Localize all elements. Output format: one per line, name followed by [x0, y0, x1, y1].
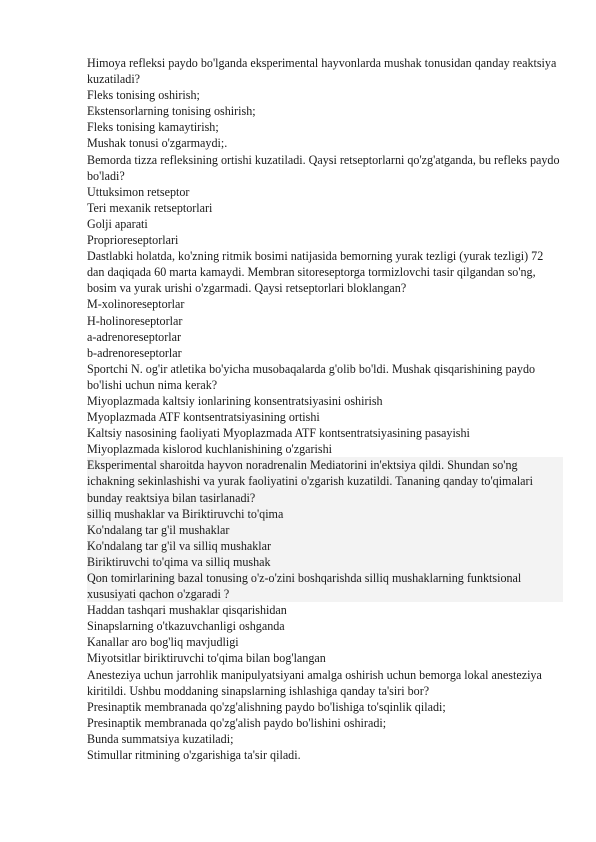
- answer-option: H-holinoreseptorlar: [87, 313, 183, 328]
- answer-option: Teri mexanik retseptorlari: [87, 200, 213, 215]
- answer-option: Presinaptik membranada qo'zg'alishning paydo bo'lishiga to'sqinlik qiladi;: [87, 699, 446, 714]
- answer-option: Kaltsiy nasosining faoliyati Myoplazmada ATF kontsentratsiyasining pasayishi: [87, 426, 470, 441]
- answer-option: Ko'ndalang tar g'il mushaklar: [87, 522, 563, 538]
- answer-option: Miyoplazmada kislorod kuchlanishining o'zgarishi: [87, 442, 333, 457]
- answer-option: Haddan tashqari mushaklar qisqarishidan: [87, 603, 287, 618]
- answer-option: Stimullar ritmining o'zgarishiga ta'sir qiladi.: [87, 748, 301, 763]
- question-1: Himoya refleksi paydo bo'lganda eksperimental hayvonlarda mushak tonusidan qanday reaktsiya kuzatiladi?: [87, 56, 557, 87]
- document-text: [87, 55, 563, 763]
- answer-option: a-adrenoreseptorlar: [87, 329, 182, 344]
- question-6: Qon tomirlarining bazal tonusing o'z-o'zini boshqarishda silliq mushaklarning funktsional xususiyati qachon o'zgaradi ?: [87, 570, 563, 602]
- answer-option: silliq mushaklar va Biriktiruvchi to'qima: [87, 506, 563, 522]
- answer-option: Ekstensorlarning tonising oshirish;: [87, 104, 256, 119]
- question-7: Anesteziya uchun jarrohlik manipulyatsiyani amalga oshirish uchun bemorga lokal anesteziya kiritildi. Ushbu moddaning sinapslarning ishlashiga qanday ta'siri bor?: [87, 667, 542, 698]
- answer-option: Bunda summatsiya kuzatiladi;: [87, 731, 234, 746]
- answer-option: b-adrenoreseptorlar: [87, 345, 182, 360]
- question-5: Eksperimental sharoitda hayvon noradrenalin Mediatorini in'ektsiya qildi. Shundan so'ng ichakning sekinlashishi va yurak faoliyatini o'zgarish kuzatildi. Tananing qanday to'qimalari bunday reaktsiya bilan tasirlanadi?: [87, 457, 563, 505]
- answer-option: Myoplazmada ATF kontsentratsiyasining ortishi: [87, 410, 320, 425]
- answer-option: Ko'ndalang tar g'il va silliq mushaklar: [87, 538, 563, 554]
- answer-option: Golji aparati: [87, 216, 148, 231]
- answer-option: Miyotsitlar biriktiruvchi to'qima bilan bog'langan: [87, 651, 326, 666]
- answer-option: M-xolinoreseptorlar: [87, 297, 185, 312]
- answer-option: Fleks tonising kamaytirish;: [87, 120, 219, 135]
- answer-option: Proprioreseptorlari: [87, 233, 179, 248]
- answer-option: Sinapslarning o'tkazuvchanligi oshganda: [87, 619, 285, 634]
- question-2: Bemorda tizza refleksining ortishi kuzatiladi. Qaysi retseptorlarni qo'zg'atganda, bu refleks paydo bo'ladi?: [87, 152, 560, 183]
- answer-option: Kanallar aro bog'liq mavjudligi: [87, 635, 239, 650]
- answer-option: Miyoplazmada kaltsiy ionlarining konsentratsiyasini oshirish: [87, 393, 383, 408]
- answer-option: Biriktiruvchi to'qima va silliq mushak: [87, 554, 563, 570]
- answer-option: Uttuksimon retseptor: [87, 184, 190, 199]
- answer-option: Presinaptik membranada qo'zg'alish paydo bo'lishini oshiradi;: [87, 715, 387, 730]
- question-3: Dastlabki holatda, ko'zning ritmik bosimi natijasida bemorning yurak tezligi (yurak tezligi) 72 dan daqiqada 60 marta kamaydi. Membran sitoreseptorga tormizlovchi tasir qilgandan so'ng, bosim va yurak urishi o'zgarmadi. Qaysi retseptorlari bloklangan?: [87, 249, 544, 296]
- answer-option: Mushak tonusi o'zgarmaydi;.: [87, 136, 228, 151]
- answer-option: Fleks tonising oshirish;: [87, 88, 200, 103]
- question-4: Sportchi N. og'ir atletika bo'yicha musobaqalarda g'olib bo'ldi. Mushak qisqarishining paydo bo'lishi uchun nima kerak?: [87, 361, 536, 392]
